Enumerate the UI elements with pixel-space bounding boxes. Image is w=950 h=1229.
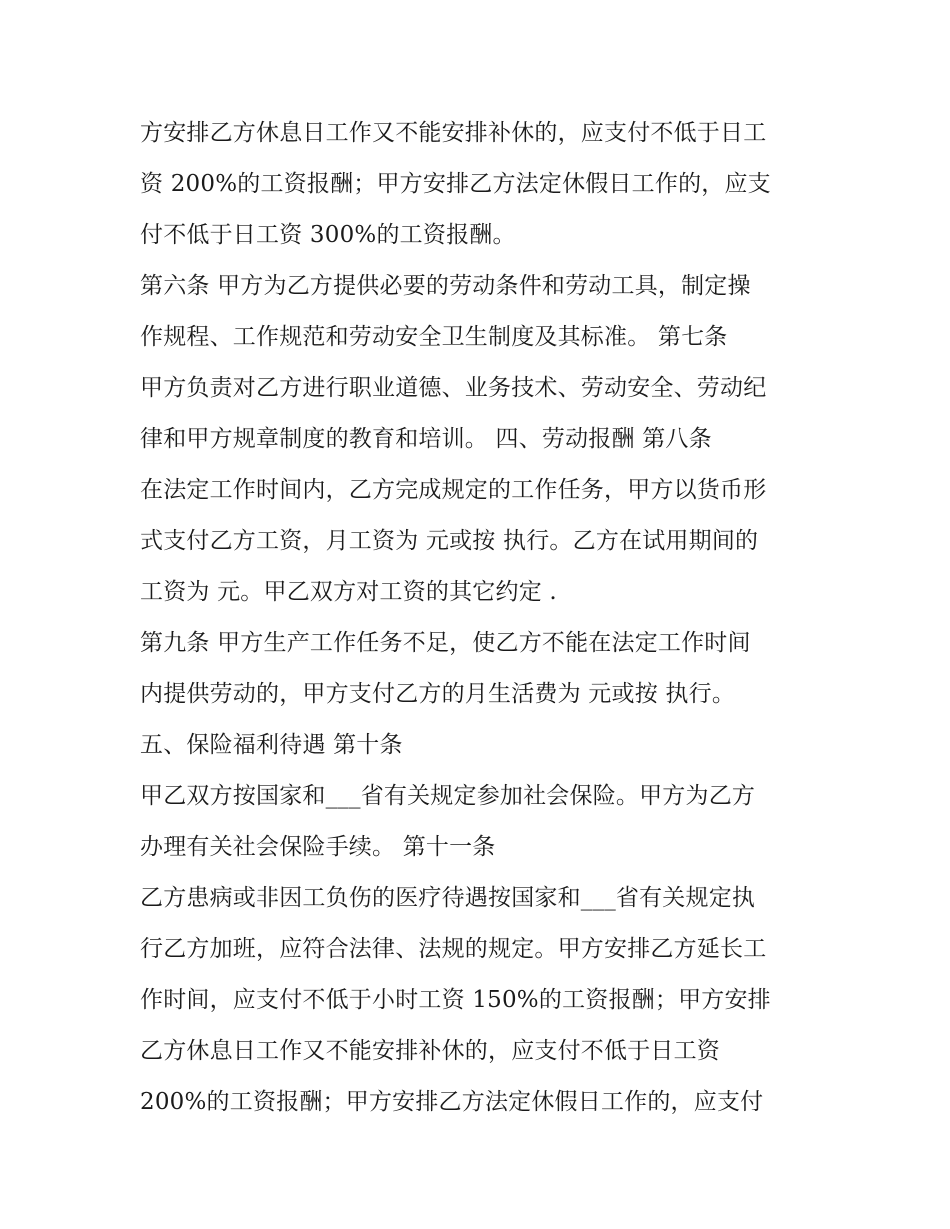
text-line: 行乙方加班，应符合法律、法规的规定。甲方安排乙方延长工 <box>140 936 767 962</box>
text-line: 作规程、工作规范和劳动安全卫生制度及其标准。 第七条 <box>140 324 728 350</box>
text-line: 工资为 元。甲乙双方对工资的其它约定 . <box>140 579 557 605</box>
text-line: 甲乙双方按国家和___省有关规定参加社会保险。甲方为乙方 <box>140 783 756 809</box>
contract-text-block <box>140 108 840 1128</box>
text-line: 第九条 甲方生产工作任务不足，使乙方不能在法定工作时间 <box>140 630 751 656</box>
text-line: 五、保险福利待遇 第十条 <box>140 732 403 758</box>
text-line: 办理有关社会保险手续。 第十一条 <box>140 834 496 860</box>
text-line: 律和甲方规章制度的教育和培训。 四、劳动报酬 第八条 <box>140 426 712 452</box>
text-line: 作时间，应支付不低于小时工资 150%的工资报酬；甲方安排 <box>140 987 771 1013</box>
text-line: 甲方负责对乙方进行职业道德、业务技术、劳动安全、劳动纪 <box>140 375 767 401</box>
text-line: 方安排乙方休息日工作又不能安排补休的，应支付不低于日工 <box>140 120 767 146</box>
text-line: 乙方休息日工作又不能安排补休的，应支付不低于日工资 <box>140 1038 720 1064</box>
text-line: 第六条 甲方为乙方提供必要的劳动条件和劳动工具，制定操 <box>140 273 751 299</box>
text-line: 乙方患病或非因工负伤的医疗待遇按国家和___省有关规定执 <box>140 885 756 911</box>
text-line: 资 200%的工资报酬；甲方安排乙方法定休假日工作的，应支 <box>140 171 771 197</box>
text-line: 200%的工资报酬；甲方安排乙方法定休假日工作的，应支付 <box>140 1089 764 1115</box>
text-line: 在法定工作时间内，乙方完成规定的工作任务，甲方以货币形 <box>140 477 767 503</box>
text-line: 式支付乙方工资，月工资为 元或按 执行。乙方在试用期间的 <box>140 528 759 554</box>
text-line: 付不低于日工资 300%的工资报酬。 <box>140 222 516 248</box>
text-line: 内提供劳动的，甲方支付乙方的月生活费为 元或按 执行。 <box>140 681 736 707</box>
